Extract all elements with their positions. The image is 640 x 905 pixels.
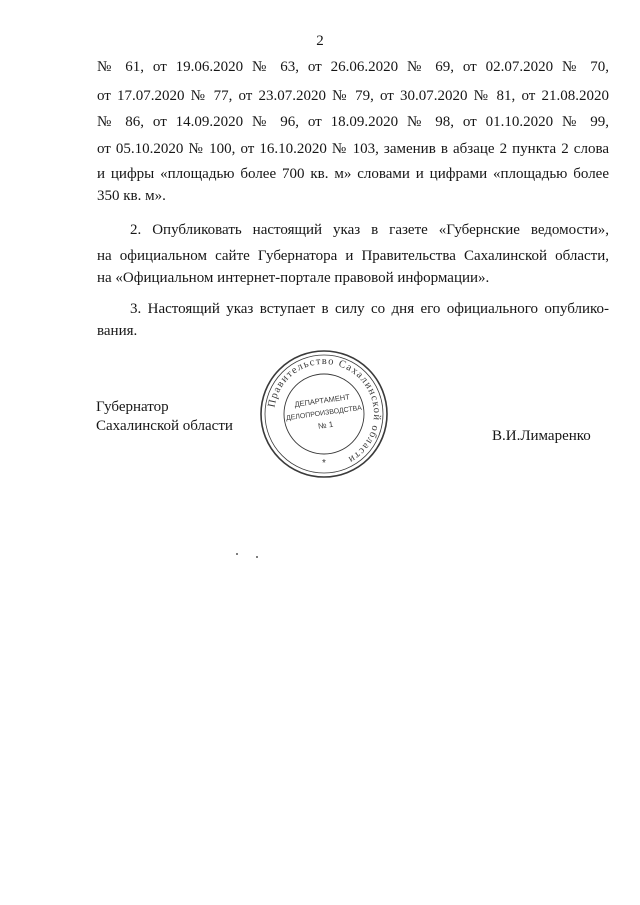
scan-speck — [256, 556, 258, 558]
paragraph-3-line-1: 3. Настоящий указ вступает в силу со дня его официального опублико- — [130, 301, 609, 317]
official-seal — [258, 348, 390, 480]
text-line-5: и цифры «площадью более 700 кв. м» словами и цифрами «площадью более — [97, 166, 609, 182]
seal-star-icon: * — [322, 458, 326, 469]
seal-inner-line-2: ДЕЛОПРОИЗВОДСТВА — [285, 404, 363, 423]
paragraph-2-line-1: 2. Опубликовать настоящий указ в газете «Губернские ведомости», — [130, 222, 609, 238]
signatory-name: В.И.Лимаренко — [492, 428, 591, 444]
paragraph-2-line-3: на «Официальном интернет-портале правовой информации». — [97, 270, 490, 286]
text-line-2: от 17.07.2020 № 77, от 23.07.2020 № 79, от 30.07.2020 № 81, от 21.08.2020 — [97, 88, 609, 104]
text-line-4: от 05.10.2020 № 100, от 16.10.2020 № 103, заменив в абзаце 2 пункта 2 слова — [97, 141, 609, 157]
text-line-6: 350 кв. м». — [97, 188, 166, 204]
page-number: 2 — [316, 33, 324, 49]
text-line-1: № 61, от 19.06.2020 № 63, от 26.06.2020 № 69, от 02.07.2020 № 70, — [97, 59, 609, 75]
scan-speck — [236, 553, 238, 555]
signatory-position-line-1: Губернатор — [96, 399, 169, 415]
paragraph-3-line-2: вания. — [97, 323, 138, 339]
signatory-position-line-2: Сахалинской области — [96, 418, 233, 434]
seal-inner-line-1: ДЕПАРТАМЕНТ — [293, 392, 351, 409]
paragraph-2-line-2: на официальном сайте Губернатора и Правительства Сахалинской области, — [97, 248, 609, 264]
seal-ring-text: Правительство Сахалинской области — [266, 355, 383, 466]
text-line-3: № 86, от 14.09.2020 № 96, от 18.09.2020 № 98, от 01.10.2020 № 99, — [97, 114, 609, 130]
seal-inner-line-3: № 1 — [317, 419, 334, 431]
